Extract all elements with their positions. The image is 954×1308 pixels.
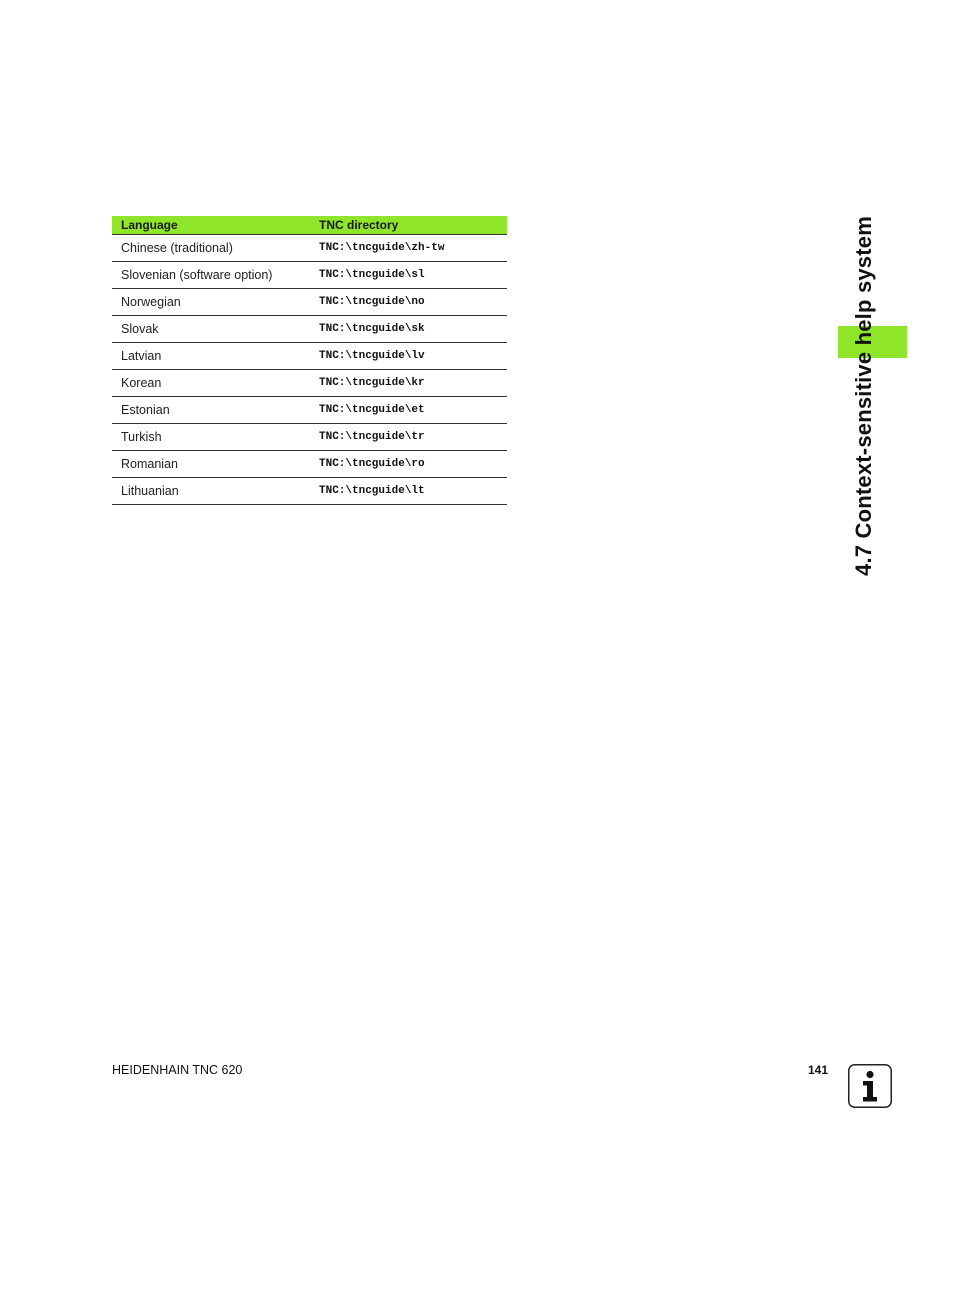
manual-name: HEIDENHAIN TNC 620 bbox=[112, 1063, 243, 1077]
directory-cell: TNC:\tncguide\tr bbox=[310, 424, 507, 451]
directory-cell: TNC:\tncguide\no bbox=[310, 289, 507, 316]
language-cell: Slovenian (software option) bbox=[112, 262, 310, 289]
table-row bbox=[112, 478, 507, 505]
table-row bbox=[112, 235, 507, 262]
table-row bbox=[112, 262, 507, 289]
directory-cell: TNC:\tncguide\zh-tw bbox=[310, 235, 507, 262]
language-cell: Lithuanian bbox=[112, 478, 310, 505]
language-cell: Turkish bbox=[112, 424, 310, 451]
directory-cell: TNC:\tncguide\sk bbox=[310, 316, 507, 343]
table-row bbox=[112, 370, 507, 397]
chapter-section-title: 4.7 Context-sensitive help system bbox=[851, 216, 876, 576]
header-tnc-directory: TNC directory bbox=[310, 216, 507, 235]
language-cell: Estonian bbox=[112, 397, 310, 424]
language-cell: Slovak bbox=[112, 316, 310, 343]
language-cell: Latvian bbox=[112, 343, 310, 370]
table-row bbox=[112, 289, 507, 316]
directory-cell: TNC:\tncguide\sl bbox=[310, 262, 507, 289]
table-row bbox=[112, 397, 507, 424]
directory-cell: TNC:\tncguide\et bbox=[310, 397, 507, 424]
directory-cell: TNC:\tncguide\lv bbox=[310, 343, 507, 370]
table-row bbox=[112, 316, 507, 343]
info-icon bbox=[848, 1064, 892, 1108]
directory-cell: TNC:\tncguide\ro bbox=[310, 451, 507, 478]
language-directory-table bbox=[112, 216, 507, 505]
language-cell: Romanian bbox=[112, 451, 310, 478]
language-cell: Norwegian bbox=[112, 289, 310, 316]
language-cell: Korean bbox=[112, 370, 310, 397]
table-row bbox=[112, 451, 507, 478]
table-row bbox=[112, 343, 507, 370]
page-number: 141 bbox=[808, 1063, 829, 1077]
header-language: Language bbox=[112, 216, 310, 235]
language-cell: Chinese (traditional) bbox=[112, 235, 310, 262]
directory-cell: TNC:\tncguide\lt bbox=[310, 478, 507, 505]
table-header-row bbox=[112, 216, 507, 235]
directory-cell: TNC:\tncguide\kr bbox=[310, 370, 507, 397]
table-row bbox=[112, 424, 507, 451]
